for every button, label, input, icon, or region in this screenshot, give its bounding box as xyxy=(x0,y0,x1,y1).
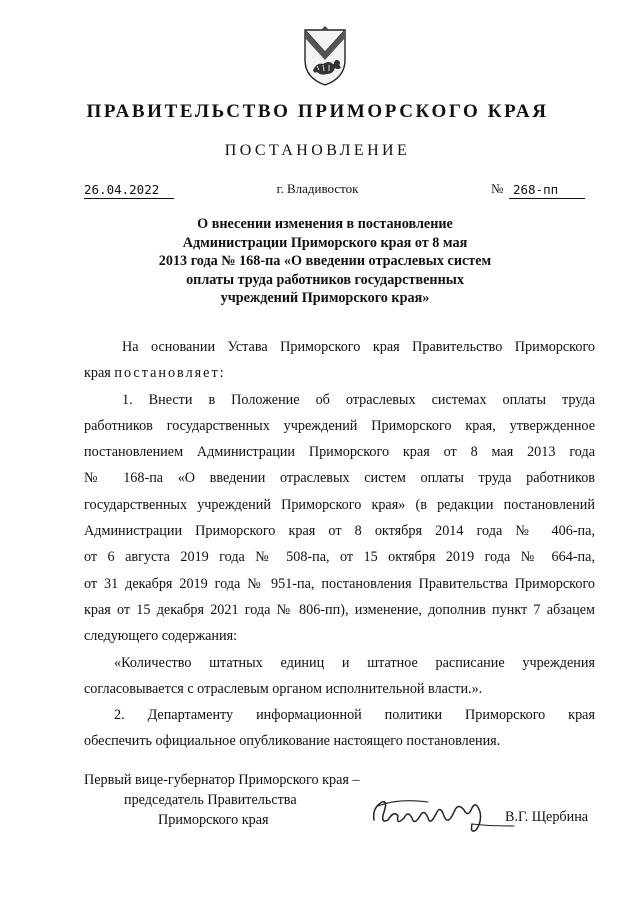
position-line: Приморского края xyxy=(158,812,269,828)
handwritten-signature xyxy=(368,790,518,840)
body-line: государственных учреждений Приморского края» (в редакции постановлений xyxy=(84,496,595,513)
body-line: следующего содержания: xyxy=(84,628,238,645)
heading-line: 2013 года № 168-па «О введении отраслевых систем xyxy=(158,253,492,269)
body-line: Администрации Приморского края от 8 октября 2014 года № 406-па, xyxy=(84,523,595,540)
resolves-word: постановляет: xyxy=(114,365,226,382)
document-number: 268-пп xyxy=(509,182,585,199)
number-label: № xyxy=(491,181,504,196)
body-line: обеспечить официальное опубликование настоящего постановления. xyxy=(84,733,501,750)
position-line: Первый вице-губернатор Приморского края – xyxy=(84,772,360,788)
coat-of-arms-icon xyxy=(299,26,351,88)
document-city: г. Владивосток xyxy=(276,181,359,196)
signatory-position xyxy=(84,770,360,830)
body-text: края xyxy=(84,365,111,382)
body-line: 2. Департаменту информационной политики Приморского края xyxy=(114,707,595,724)
body-line: постановлением Администрации Приморского края от 8 мая 2013 года xyxy=(84,444,595,461)
body-line: На основании Устава Приморского края Правительство Приморского xyxy=(122,339,595,355)
body-line xyxy=(84,360,595,386)
position-line: председатель Правительства xyxy=(124,792,297,808)
organization-title: ПРАВИТЕЛЬСТВО ПРИМОРСКОГО КРАЯ xyxy=(86,101,549,122)
body-line: «Количество штатных единиц и штатное расписание учреждения xyxy=(114,654,595,671)
body-line: края от 15 декабря 2021 года № 806-пп), изменение, дополнив пункт 7 абзацем xyxy=(84,601,595,618)
body-line: от 31 декабря 2019 года № 951-па, постановления Правительства Приморского xyxy=(84,575,595,592)
heading-line: оплаты труда работников государственных xyxy=(186,271,464,288)
body-line: согласовывается с отраслевым органом исполнительной власти.». xyxy=(84,680,483,697)
document-date: 26.04.2022 xyxy=(84,182,174,199)
document-heading xyxy=(120,215,530,308)
signatory-name: В.Г. Щербина xyxy=(505,809,589,825)
body-line: работников государственных учреждений Приморского края, утвержденное xyxy=(84,417,595,434)
heading-line: О внесении изменения в постановление xyxy=(197,216,453,232)
heading-line: Администрации Приморского края от 8 мая xyxy=(182,234,468,251)
heading-line: учреждений Приморского края» xyxy=(220,290,430,306)
document-body xyxy=(84,334,595,755)
body-line: от 6 августа 2019 года № 508-па, от 15 октября 2019 года № 664-па, xyxy=(84,549,595,566)
body-line: № 168-па «О введении отраслевых систем оплаты труда работников xyxy=(84,470,595,487)
body-line: 1. Внести в Положение об отраслевых системах оплаты труда xyxy=(122,391,595,408)
document-type: ПОСТАНОВЛЕНИЕ xyxy=(224,142,411,159)
